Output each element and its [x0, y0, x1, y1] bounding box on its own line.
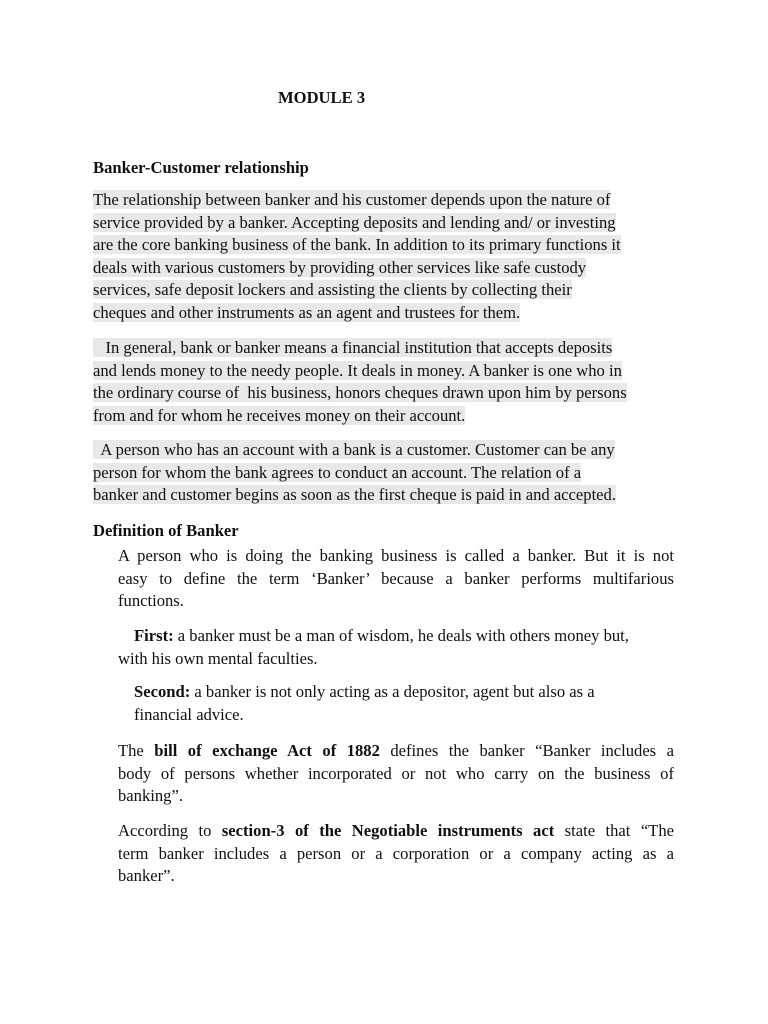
text-line: and lends money to the needy people. It deals in money. A banker is one who in: [93, 360, 622, 380]
text-line: term banker includes a person or a corporation or a company acting as a: [118, 843, 674, 863]
ni-act-name: section-3 of the Negotiable instruments act: [221, 821, 555, 840]
text-line: service provided by a banker. Accepting deposits and lending and/ or investing: [93, 212, 616, 232]
paragraph-general-bank: [93, 337, 627, 427]
text-line: A person who has an account with a bank is a customer. Customer can be any: [93, 440, 615, 459]
module-title: MODULE 3: [278, 88, 366, 107]
text-line: Second: a banker is not only acting as a depositor, agent but also as a: [134, 682, 595, 701]
text-line: The relationship between banker and his customer depends upon the nature of: [93, 190, 611, 209]
text-line: A person who is doing the banking business is called a banker. But it is not: [118, 546, 674, 565]
text-line: banker and customer begins as soon as the first cheque is paid in and accepted.: [93, 485, 616, 505]
text-line: functions.: [118, 591, 184, 611]
text-line: In general, bank or banker means a financial institution that accepts deposits: [93, 338, 613, 357]
text-line: the ordinary course of his business, honors cheques drawn upon him by persons: [93, 383, 627, 403]
text-line: with his own mental faculties.: [118, 648, 318, 668]
section-heading-definition: Definition of Banker: [93, 521, 239, 540]
paragraph-definition-intro: [118, 545, 674, 613]
section-heading-banker-customer: Banker-Customer relationship: [93, 158, 309, 177]
text-line: person for whom the bank agrees to conduct an account. The relation of a: [93, 462, 582, 482]
second-label: Second:: [134, 682, 191, 701]
bill-act-name: bill of exchange Act of 1882: [154, 741, 380, 760]
paragraph-bill-of-exchange: [118, 740, 674, 808]
paragraph-negotiable-instruments: [118, 820, 674, 888]
first-label: First:: [134, 626, 174, 645]
text-line: services, safe deposit lockers and assisting the clients by collecting their: [93, 280, 572, 300]
text-line: from and for whom he receives money on their account.: [93, 405, 466, 425]
text-line: banker”.: [118, 866, 175, 886]
text-line: body of persons whether incorporated or not who carry on the business of: [118, 763, 674, 783]
text-line: banking”.: [118, 786, 183, 806]
paragraph-first: [118, 625, 674, 670]
text-line: are the core banking business of the bank. In addition to its primary functions it: [93, 235, 621, 255]
text-line: cheques and other instruments as an agent and trustees for them.: [93, 302, 521, 322]
text-line: easy to define the term ‘Banker’ because a banker performs multifarious: [118, 568, 674, 588]
text-line: The bill of exchange Act of 1882 defines the banker “Banker includes a: [118, 741, 674, 760]
text-line: First: a banker must be a man of wisdom, he deals with others money but,: [134, 626, 629, 645]
paragraph-relationship: [93, 189, 621, 325]
paragraph-customer: [93, 439, 616, 507]
paragraph-second: [134, 681, 674, 726]
text-line: According to section-3 of the Negotiable instruments act state that “The: [118, 821, 674, 840]
text-line: deals with various customers by providing other services like safe custody: [93, 257, 587, 277]
text-line: financial advice.: [134, 704, 244, 724]
